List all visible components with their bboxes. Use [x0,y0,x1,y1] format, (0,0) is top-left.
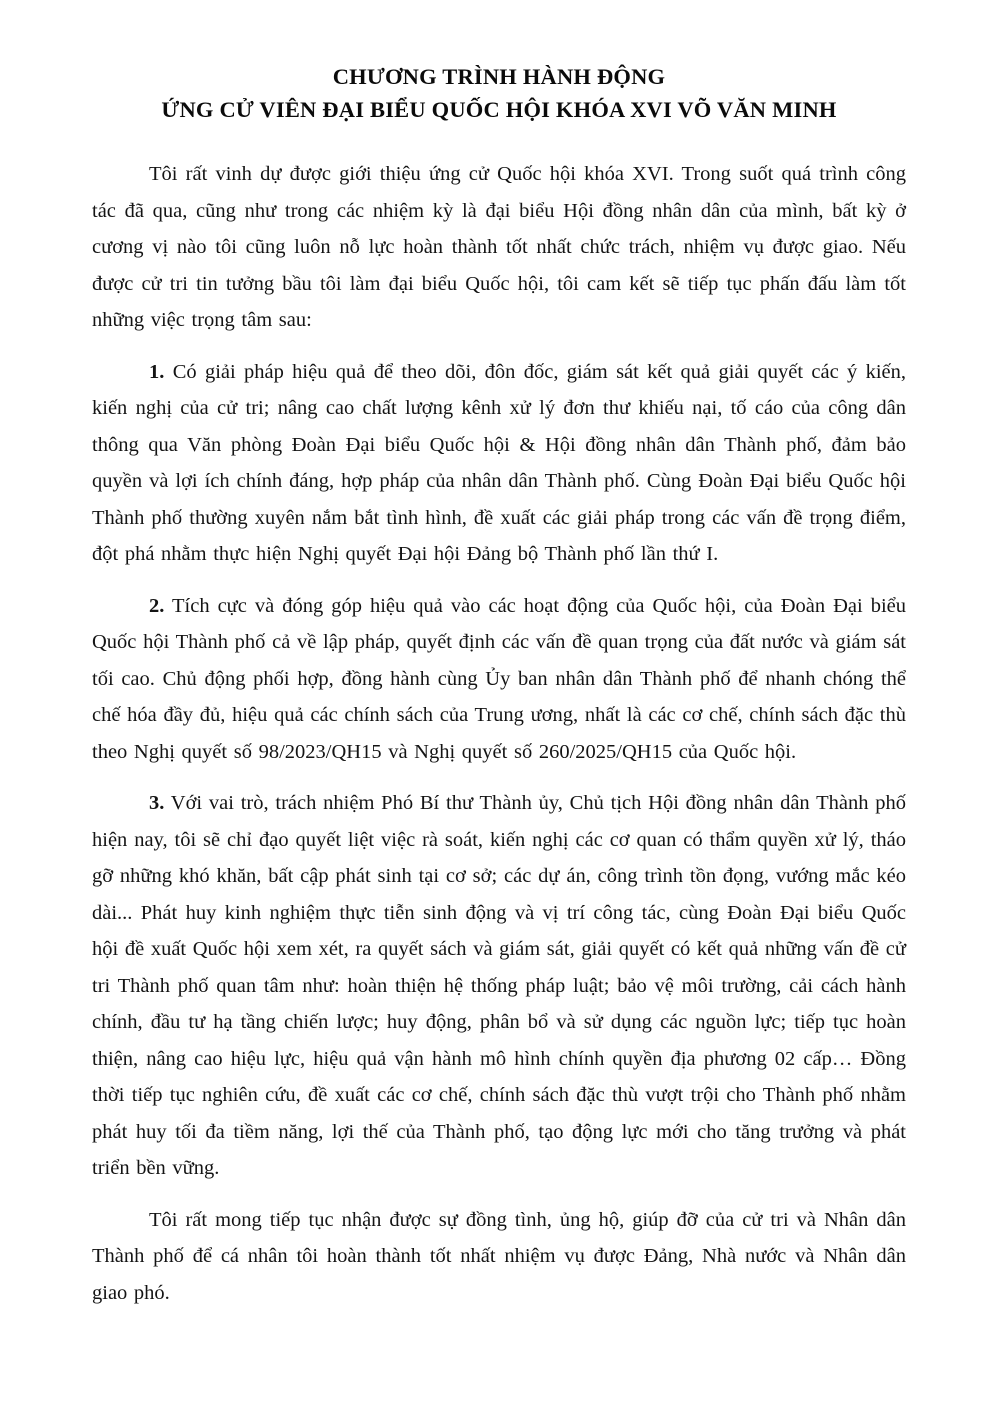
paragraph-item-3-text: Với vai trò, trách nhiệm Phó Bí thư Thành ủy, Chủ tịch Hội đồng nhân dân Thành phố hiện nay, tôi sẽ chỉ đạo quyết liệt việc rà soát, kiến nghị các cơ quan có thẩm quyền xử lý, tháo gỡ những khó khăn, bất cập phát sinh tại cơ sở; các dự án, công trình tồn đọng, vướng mắc kéo dài... Phát huy kinh nghiệm thực tiễn sinh động và vị trí công tác, cùng Đoàn Đại biểu Quốc hội đề xuất Quốc hội xem xét, ra quyết sách và giám sát, giải quyết có kết quả những vấn đề cử tri Thành phố quan tâm như: hoàn thiện hệ thống pháp luật; bảo vệ môi trường, cải cách hành chính, đầu tư hạ tầng chiến lược; huy động, phân bổ và sử dụng các nguồn lực; tiếp tục hoàn thiện, nâng cao hiệu lực, hiệu quả vận hành mô hình chính quyền địa phương 02 cấp… Đồng thời tiếp tục nghiên cứu, đề xuất các cơ chế, chính sách đặc thù vượt trội cho Thành phố nhằm phát huy tối đa tiềm năng, lợi thế của Thành phố, tạo động lực mới cho tăng trưởng và phát triển bền vững. [92,792,906,1179]
document-body [92,156,906,1311]
paragraph-intro [92,156,906,339]
paragraph-item-3-number: 3. [149,792,165,814]
document-title-line-2: ỨNG CỬ VIÊN ĐẠI BIỂU QUỐC HỘI KHÓA XVI VÕ VĂN MINH [161,97,837,122]
paragraph-item-2-text: Tích cực và đóng góp hiệu quả vào các hoạt động của Quốc hội, của Đoàn Đại biểu Quốc hội Thành phố cả về lập pháp, quyết định các vấn đề quan trọng của đất nước và giám sát tối cao. Chủ động phối hợp, đồng hành cùng Ủy ban nhân dân Thành phố để nhanh chóng thể chế hóa đầy đủ, hiệu quả các chính sách của Trung ương, nhất là các cơ chế, chính sách đặc thù theo Nghị quyết số 98/2023/QH15 và Nghị quyết số 260/2025/QH15 của Quốc hội. [92,594,906,763]
paragraph-item-1-text: Có giải pháp hiệu quả để theo dõi, đôn đốc, giám sát kết quả giải quyết các ý kiến, kiến nghị của cử tri; nâng cao chất lượng kênh xử lý đơn thư khiếu nại, tố cáo của công dân thông qua Văn phòng Đoàn Đại biểu Quốc hội & Hội đồng nhân dân Thành phố, đảm bảo quyền và lợi ích chính đáng, hợp pháp của nhân dân Thành phố. Cùng Đoàn Đại biểu Quốc hội Thành phố thường xuyên nắm bắt tình hình, đề xuất các giải pháp trong các vấn đề trọng điểm, đột phá nhằm thực hiện Nghị quyết Đại hội Đảng bộ Thành phố lần thứ I. [92,360,906,565]
paragraph-intro-text: Tôi rất vinh dự được giới thiệu ứng cử Quốc hội khóa XVI. Trong suốt quá trình công tác đã qua, cũng như trong các nhiệm kỳ là đại biểu Hội đồng nhân dân của mình, bất kỳ ở cương vị nào tôi cũng luôn nỗ lực hoàn thành tốt nhất chức trách, nhiệm vụ được giao. Nếu được cử tri tin tưởng bầu tôi làm đại biểu Quốc hội, tôi cam kết sẽ tiếp tục phấn đấu làm tốt những việc trọng tâm sau: [92,163,906,331]
paragraph-item-1 [92,354,906,573]
paragraph-item-1-number: 1. [149,360,165,383]
document-title [92,60,906,126]
document-title-line-1: CHƯƠNG TRÌNH HÀNH ĐỘNG [332,64,666,89]
paragraph-closing [92,1202,906,1312]
paragraph-item-2-number: 2. [149,594,165,617]
paragraph-item-2 [92,588,906,771]
paragraph-item-3 [92,785,906,1187]
paragraph-closing-text: Tôi rất mong tiếp tục nhận được sự đồng tình, ủng hộ, giúp đỡ của cử tri và Nhân dân Thành phố để cá nhân tôi hoàn thành tốt nhất nhiệm vụ được Đảng, Nhà nước và Nhân dân giao phó. [92,1208,906,1304]
